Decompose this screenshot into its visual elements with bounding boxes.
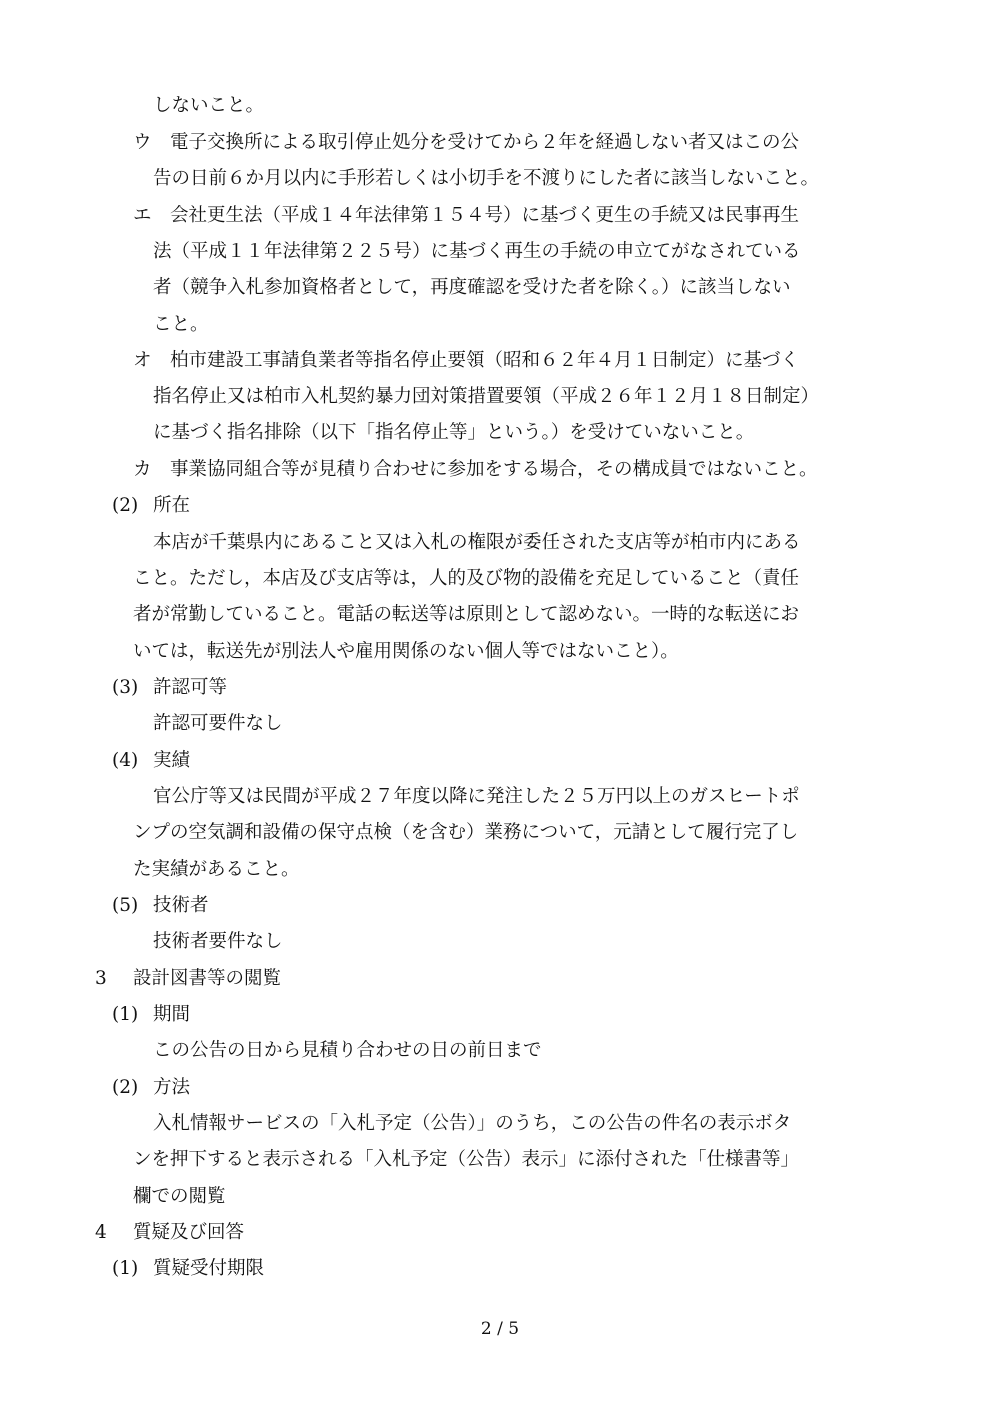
text-line: いては，転送先が別法人や雇用関係のない個人等ではないこと）。 <box>133 641 679 662</box>
text-line: この公告の日から見積り合わせの日の前日まで <box>153 1040 542 1061</box>
subsection-marker: (2) <box>112 495 139 516</box>
text-line: 官公庁等又は民間が平成２７年度以降に発注した２５万円以上のガスヒートポ <box>153 786 800 807</box>
subsection-marker: (1) <box>112 1258 139 1279</box>
item-marker-ka: カ <box>133 459 152 480</box>
text-line: 法（平成１１年法律第２２５号）に基づく再生の手続の申立てがなされている <box>153 241 801 262</box>
text-line: 技術者要件なし <box>153 931 283 952</box>
item-marker-o: オ <box>133 350 152 371</box>
text-line: こと。ただし，本店及び支店等は，人的及び物的設備を充足していること（責任 <box>133 568 800 589</box>
text-line: 本店が千葉県内にあること又は入札の権限が委任された支店等が柏市内にある <box>153 532 801 553</box>
text-line: 告の日前６か月以内に手形若しくは小切手を不渡りにした者に該当しないこと。 <box>153 168 820 189</box>
subsection-marker: (1) <box>112 1004 139 1025</box>
section-number: 4 <box>95 1222 107 1243</box>
item-marker-u: ウ <box>133 132 152 153</box>
text-line: ンプの空気調和設備の保守点検（を含む）業務について，元請として履行完了し <box>133 822 799 843</box>
subsection-heading: 方法 <box>153 1077 191 1098</box>
text-line: 欄での閲覧 <box>133 1186 226 1207</box>
text-line: 柏市建設工事請負業者等指名停止要領（昭和６２年４月１日制定）に基づく <box>170 350 800 371</box>
text-line: 会社更生法（平成１４年法律第１５４号）に基づく更生の手続又は民事再生 <box>170 205 800 226</box>
subsection-heading: 期間 <box>153 1004 191 1025</box>
section-number: 3 <box>95 968 107 989</box>
text-line: 者（競争入札参加資格者として，再度確認を受けた者を除く。）に該当しない <box>153 277 791 298</box>
subsection-heading: 技術者 <box>153 895 209 916</box>
subsection-heading: 実績 <box>153 750 191 771</box>
text-line: た実績があること。 <box>133 859 300 880</box>
text-line: 者が常勤していること。電話の転送等は原則として認めない。一時的な転送にお <box>133 604 800 625</box>
page-number: 2 / 5 <box>480 1319 520 1339</box>
text-line: しないこと。 <box>153 95 265 116</box>
item-marker-e: エ <box>133 205 152 226</box>
subsection-heading: 所在 <box>153 495 191 516</box>
subsection-heading: 許認可等 <box>153 677 228 698</box>
section-heading: 設計図書等の閲覧 <box>133 968 282 989</box>
subsection-marker: (3) <box>112 677 139 698</box>
text-line: 許認可要件なし <box>153 713 283 734</box>
text-line: に基づく指名排除（以下「指名停止等」という。）を受けていないこと。 <box>153 422 755 443</box>
subsection-heading: 質疑受付期限 <box>153 1258 265 1279</box>
subsection-marker: (4) <box>112 750 139 771</box>
text-line: ンを押下すると表示される「入札予定（公告）表示」に添付された「仕様書等」 <box>133 1149 800 1170</box>
text-line: こと。 <box>153 314 209 335</box>
subsection-marker: (2) <box>112 1077 139 1098</box>
text-line: 事業協同組合等が見積り合わせに参加をする場合，その構成員ではないこと。 <box>170 459 818 480</box>
subsection-marker: (5) <box>112 895 139 916</box>
section-heading: 質疑及び回答 <box>133 1222 245 1243</box>
text-line: 指名停止又は柏市入札契約暴力団対策措置要領（平成２６年１２月１８日制定） <box>153 386 820 407</box>
text-line: 電子交換所による取引停止処分を受けてから２年を経過しない者又はこの公 <box>170 132 800 153</box>
text-line: 入札情報サービスの「入札予定（公告）」のうち，この公告の件名の表示ボタ <box>153 1113 792 1134</box>
